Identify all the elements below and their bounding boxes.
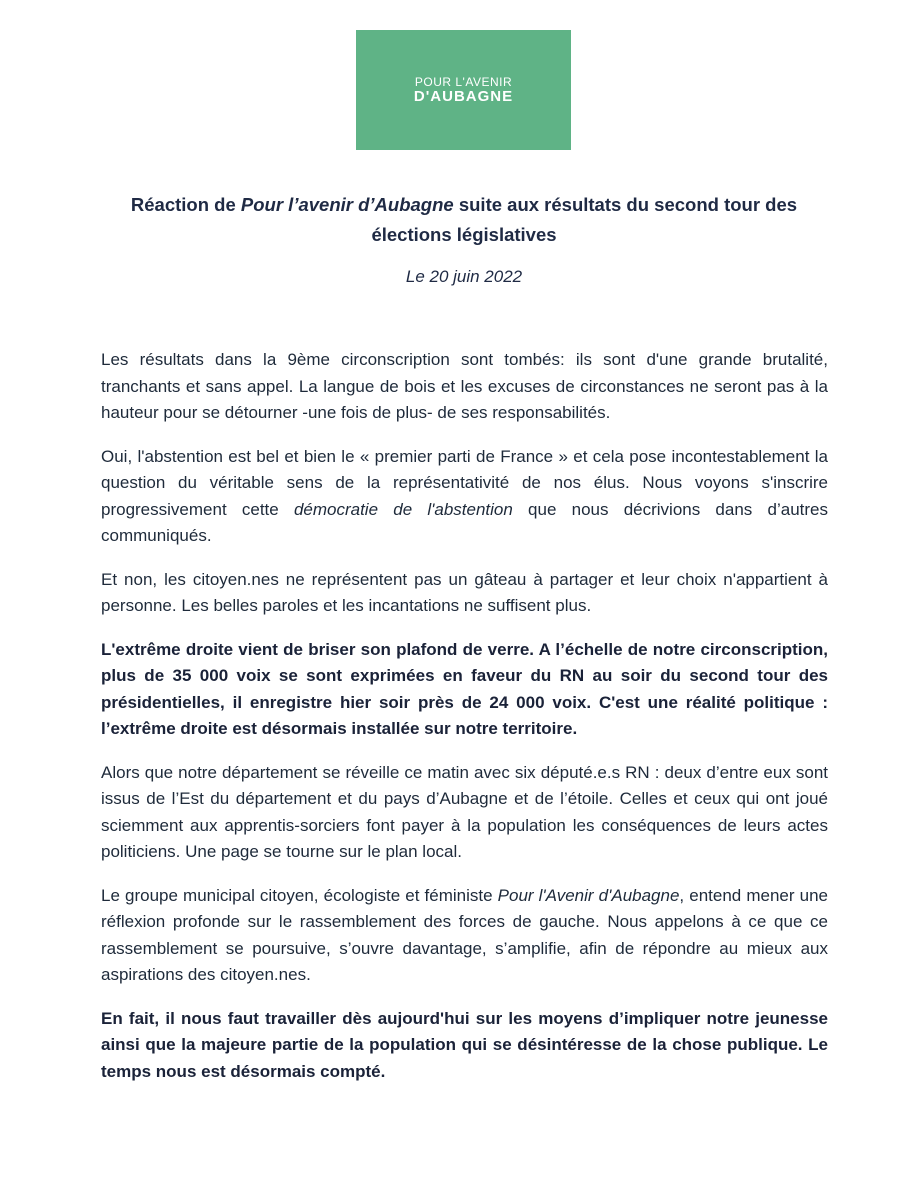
organization-logo: [356, 30, 571, 150]
paragraph-6-emphasis: Pour l'Avenir d'Aubagne: [497, 885, 680, 905]
paragraph-2-part-a: Oui, l'abstention est bel et bien le « premier parti de France » et cela pose incontestablement la question du véritable sens de la représentativité de nos élus. Nous voyons s'inscrire progressivement cette: [101, 446, 828, 519]
paragraph-2-part-b: que nous décrivions dans d’autres communiqués.: [101, 499, 828, 545]
paragraph-4-bold: L'extrême droite vient de briser son plafond de verre. A l’échelle de notre circonscription, plus de 35 000 voix se sont exprimées en faveur du RN au soir du second tour des présidentielles, il enregistre hier soir près de 24 000 voix. C'est une réalité politique : l’extrême droite est désormais installée sur notre territoire.: [101, 639, 828, 738]
paragraph-2: [101, 444, 828, 550]
document-date: Le 20 juin 2022: [405, 267, 523, 286]
paragraph-6: [101, 883, 828, 989]
title-prefix: Réaction de: [130, 194, 241, 215]
title-suffix: suite aux résultats du second tour des élections législatives: [371, 194, 798, 245]
document-body: [101, 347, 828, 1102]
logo-text-line1: POUR L'AVENIR: [414, 74, 513, 89]
paragraph-6-part-b: , entend mener une réflexion profonde sur le rassemblement des forces de gauche. Nous appelons à ce que ce rassemblement se poursuive, s’ouvre davantage, s’amplifie, afin de répondre au mieux aux aspirations des citoyen.nes.: [101, 885, 828, 984]
paragraph-2-emphasis: démocratie de l'abstention: [293, 499, 513, 519]
logo-text-line2: D'AUBAGNE: [413, 87, 514, 105]
title-organization-name: Pour l’avenir d’Aubagne: [240, 194, 454, 215]
paragraph-6-part-a: Le groupe municipal citoyen, écologiste et féministe: [101, 885, 498, 905]
paragraph-3: Et non, les citoyen.nes ne représentent pas un gâteau à partager et leur choix n'appartient à personne. Les belles paroles et les incantations ne suffisent plus.: [101, 569, 828, 615]
paragraph-7-bold: En fait, il nous faut travailler dès aujourd'hui sur les moyens d’impliquer notre jeunesse ainsi que la majeure partie de la population qui se désintéresse de la chose publique. Le temps nous est désormais compté.: [101, 1008, 828, 1081]
paragraph-5: Alors que notre département se réveille ce matin avec six député.e.s RN : deux d’entre eux sont issus de l’Est du département et du pays d’Aubagne et de l’étoile. Celles et ceux qui ont joué sciemment aux apprentis-sorciers font payer à la population les conséquences de leurs actes politiciens. Une page se tourne sur le plan local.: [101, 762, 828, 861]
paragraph-1: Les résultats dans la 9ème circonscription sont tombés: ils sont d'une grande brutalité, tranchants et sans appel. La langue de bois et les excuses de circonstances ne seront pas à la hauteur pour se détourner -une fois de plus- de ses responsabilités.: [101, 350, 828, 422]
document-title: [100, 190, 828, 250]
